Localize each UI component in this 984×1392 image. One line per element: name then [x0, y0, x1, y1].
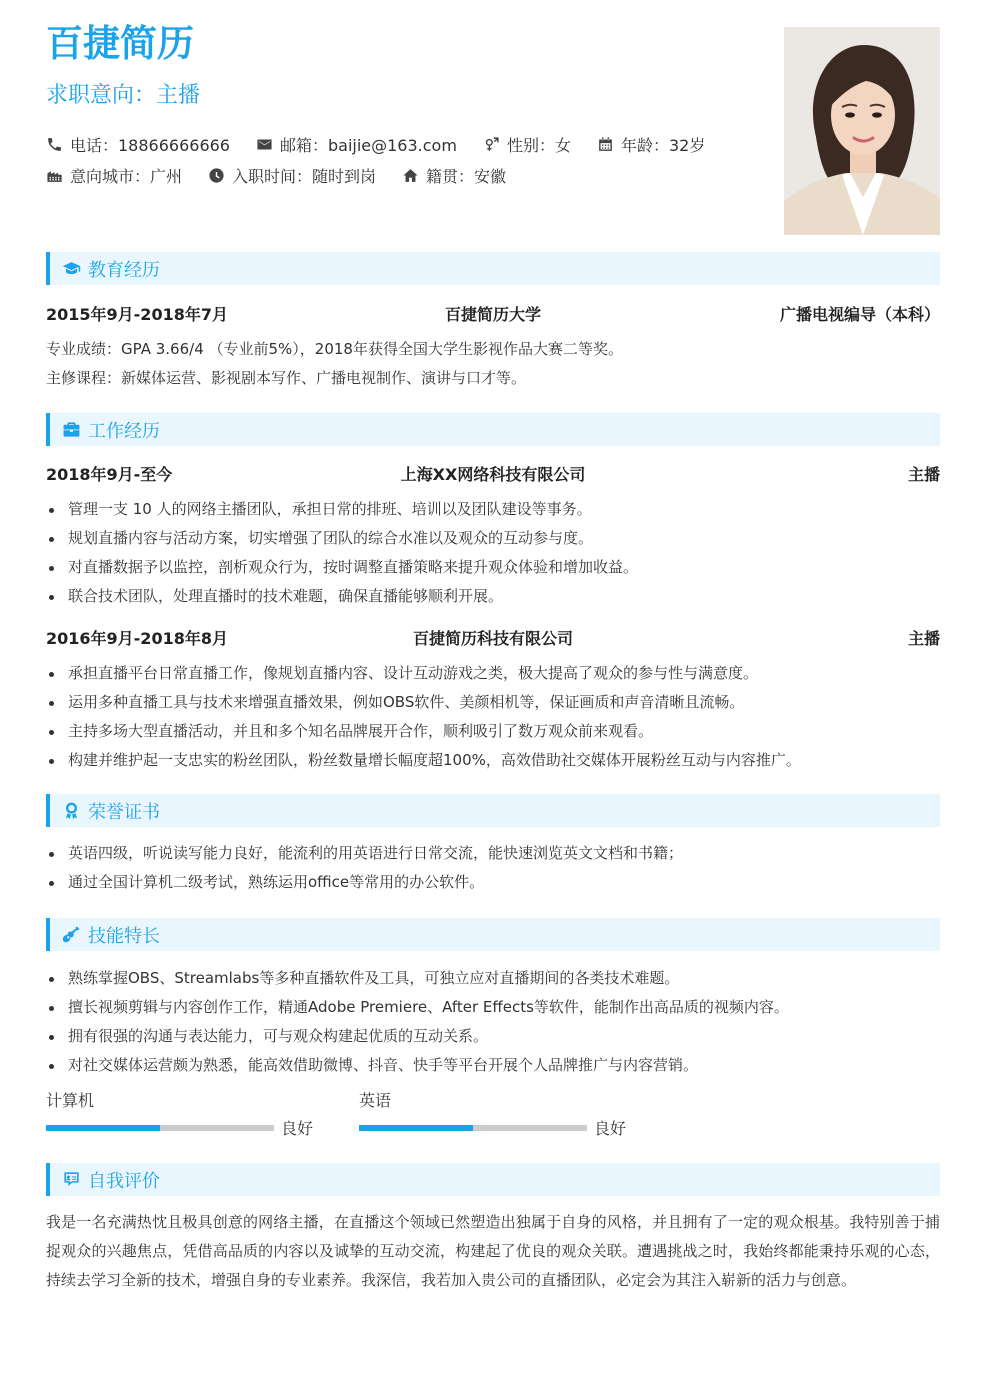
guitar-icon [62, 925, 81, 944]
skills-bullets [46, 964, 940, 1080]
job-company: 上海XX网络科技有限公司 [400, 465, 586, 484]
list-item: 拥有很强的沟通与表达能力，可与观众构建起优质的互动关系。 [46, 1022, 940, 1051]
contact-hometown [402, 164, 506, 187]
skill-computer-label: 计算机 [46, 1091, 95, 1110]
self-evaluation-icon [62, 1170, 81, 1189]
list-item: 对社交媒体运营颇为熟悉，能高效借助微博、抖音、快手等平台开展个人品牌推广与内容营销。 [46, 1051, 940, 1080]
list-item: 规划直播内容与活动方案，切实增强了团队的综合水准以及观众的互动参与度。 [46, 524, 940, 553]
calendar-icon [597, 136, 614, 153]
section-skills-title: 技能特长 [88, 925, 160, 947]
list-item: 主持多场大型直播活动，并且和多个知名品牌展开合作，顺利吸引了数万观众前来观看。 [46, 717, 940, 746]
job-company: 百捷简历科技有限公司 [412, 629, 573, 648]
honors-bullets [46, 839, 940, 897]
resume-name: 百捷简历 [46, 22, 194, 65]
contact-age-text: 年龄：32岁 [620, 135, 706, 155]
job-objective: 求职意向：主播 [46, 83, 201, 108]
section-honors-header [46, 794, 940, 827]
award-icon [62, 801, 81, 820]
skill-english-bar [359, 1125, 587, 1131]
contact-email-text: 邮箱：baijie@163.com [279, 135, 457, 155]
home-icon [402, 167, 419, 184]
section-education-title: 教育经历 [88, 259, 160, 281]
list-item: 英语四级，听说读写能力良好，能流利的用英语进行日常交流，能快速浏览英文文档和书籍； [46, 839, 940, 868]
list-item: 熟练掌握OBS、Streamlabs等多种直播软件及工具，可独立应对直播期间的各类技术难题。 [46, 964, 940, 993]
job-period: 2018年9月-至今 [46, 465, 173, 484]
clock-icon [208, 167, 225, 184]
list-item: 联合技术团队，处理直播时的技术难题，确保直播能够顺利开展。 [46, 582, 940, 611]
job-entry-header [46, 626, 940, 652]
education-period: 2015年9月-2018年7月 [46, 305, 228, 324]
contact-city [46, 164, 182, 187]
mail-icon [256, 136, 273, 153]
education-school: 百捷简历大学 [444, 305, 541, 324]
job-bullets [46, 495, 940, 611]
section-work-title: 工作经历 [88, 420, 160, 442]
contact-row-1 [46, 132, 731, 156]
list-item: 擅长视频剪辑与内容创作工作，精通Adobe Premiere、After Effects等软件，能制作出高品质的视频内容。 [46, 993, 940, 1022]
section-self-evaluation-title: 自我评价 [88, 1170, 160, 1192]
contact-phone [46, 133, 230, 156]
briefcase-icon [62, 420, 81, 439]
job-entry-header [46, 462, 940, 488]
phone-icon [46, 136, 63, 153]
contact-row-2 [46, 163, 532, 187]
contact-age [597, 133, 705, 156]
skill-computer-bar-fill [46, 1125, 160, 1131]
gender-icon [483, 136, 500, 153]
skill-computer-level: 良好 [281, 1119, 314, 1138]
contact-gender [483, 133, 571, 156]
section-honors-title: 荣誉证书 [88, 801, 160, 823]
list-item: 承担直播平台日常直播工作，像规划直播内容、设计互动游戏之类，极大提高了观众的参与性与满意度。 [46, 659, 940, 688]
job-role: 主播 [907, 465, 940, 484]
education-line: 主修课程：新媒体运营、影视剧本写作、广播电视制作、演讲与口才等。 [46, 369, 527, 387]
contact-start-time [208, 164, 376, 187]
list-item: 运用多种直播工具与技术来增强直播效果，例如OBS软件、美颜相机等，保证画质和声音清晰且流畅。 [46, 688, 940, 717]
section-education-header [46, 252, 940, 285]
skill-english-label: 英语 [359, 1091, 392, 1110]
graduation-cap-icon [62, 259, 81, 278]
profile-photo [784, 27, 940, 235]
section-work-header [46, 413, 940, 446]
list-item: 对直播数据予以监控，剖析观众行为，按时调整直播策略来提升观众体验和增加收益。 [46, 553, 940, 582]
contact-gender-text: 性别：女 [506, 135, 571, 155]
contact-email [256, 133, 457, 156]
section-skills-header [46, 918, 940, 951]
education-line: 专业成绩：GPA 3.66/4 （专业前5%），2018年获得全国大学生影视作品大赛二等奖。 [46, 340, 623, 358]
skill-english-bar-fill [359, 1125, 473, 1131]
contact-start-time-text: 入职时间：随时到岗 [232, 166, 377, 186]
list-item: 管理一支 10 人的网络主播团队，承担日常的排班、培训以及团队建设等事务。 [46, 495, 940, 524]
list-item: 构建并维护起一支忠实的粉丝团队，粉丝数量增长幅度超100%，高效借助社交媒体开展粉丝互动与内容推广。 [46, 746, 940, 775]
education-details [46, 335, 940, 393]
section-self-evaluation-header [46, 1163, 940, 1196]
contact-hometown-text: 籍贯：安徽 [426, 166, 507, 186]
job-period: 2016年9月-2018年8月 [46, 629, 228, 648]
self-evaluation-text: 我是一名充满热忱且极具创意的网络主播，在直播这个领域已然塑造出独属于自身的风格，并且拥有了一定的观众根基。我特别善于捕捉观众的兴趣焦点，凭借高品质的内容以及诚挚的互动交流，构建起了优良的观众关联。遭遇挑战之时，我始终都能秉持乐观的心态，持续去学习全新的技术，增强自身的专业素养。我深信，我若加入贵公司的直播团队，必定会为其注入崭新的活力与创意。 [46, 1213, 940, 1289]
contact-phone-text: 电话：18866666666 [70, 135, 230, 155]
job-bullets [46, 659, 940, 775]
list-item: 通过全国计算机二级考试，熟练运用office等常用的办公软件。 [46, 868, 940, 897]
education-degree: 广播电视编导（本科） [779, 305, 940, 324]
skill-computer-bar [46, 1125, 274, 1131]
contact-city-text: 意向城市：广州 [70, 166, 183, 186]
job-role: 主播 [907, 629, 940, 648]
skill-english-level: 良好 [594, 1119, 627, 1138]
city-icon [46, 167, 63, 184]
education-entry-header [46, 302, 940, 328]
